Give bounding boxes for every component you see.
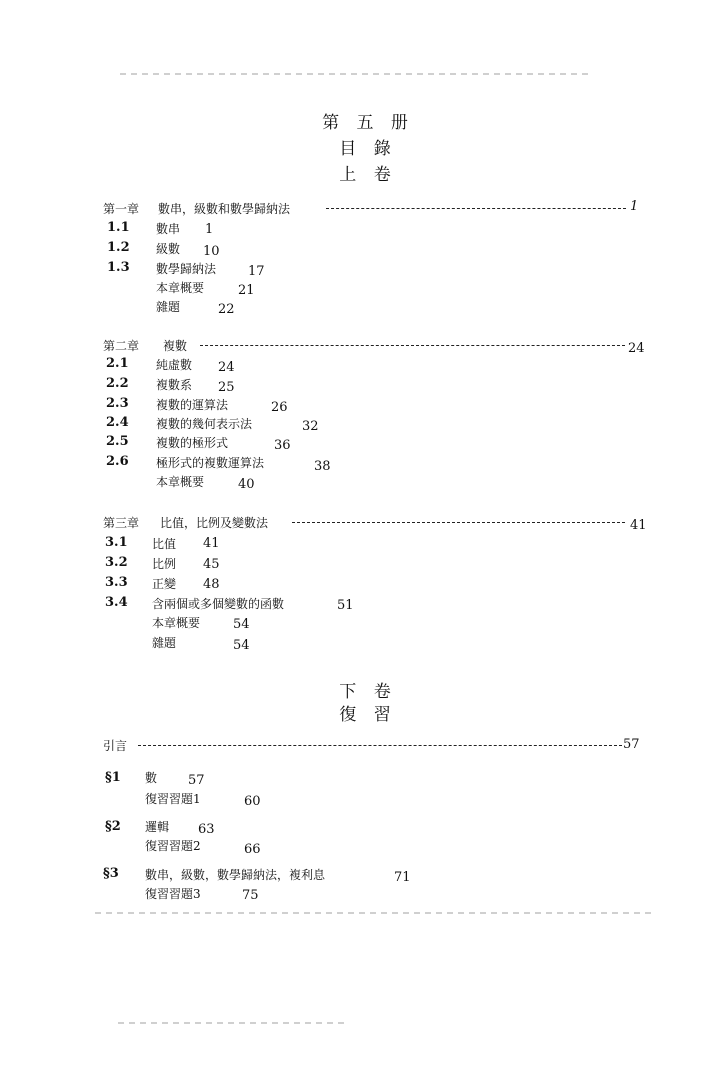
item-number: 3.2: [105, 555, 128, 570]
review-exercise-page: 60: [244, 794, 261, 809]
item-title: 比值: [152, 537, 177, 551]
item-title: 數學歸納法: [156, 262, 217, 276]
review-exercise: 復習習題3: [145, 887, 201, 901]
scan-line-top: [120, 73, 590, 75]
review-section-page: 63: [198, 822, 215, 837]
item-page: 32: [302, 419, 319, 434]
chapter-3-title: 比值，比例及變數法: [160, 516, 269, 530]
item-title: 本章概要: [152, 616, 201, 630]
review-title: 復 習: [339, 705, 397, 725]
review-section-title: 數串，級數，數學歸納法，複利息: [145, 868, 326, 882]
review-exercise-page: 66: [244, 842, 261, 857]
item-page: 36: [274, 438, 291, 453]
leader-line: [138, 745, 622, 746]
item-title: 含兩個或多個變數的函數: [152, 597, 285, 611]
review-exercise-page: 75: [242, 888, 259, 903]
item-number: 2.2: [106, 376, 129, 391]
item-page: 21: [238, 283, 255, 298]
chapter-1-page: 1: [630, 199, 639, 214]
chapter-2-label: 第二章: [103, 339, 140, 353]
item-number: 2.1: [106, 356, 129, 371]
item-number: 2.3: [106, 396, 129, 411]
item-title: 極形式的複數運算法: [156, 456, 265, 470]
item-page: 10: [203, 244, 220, 259]
item-title: 複數的幾何表示法: [156, 417, 253, 431]
item-number: 1.2: [107, 240, 130, 255]
chapter-3-label: 第三章: [103, 516, 140, 530]
item-page: 26: [271, 400, 288, 415]
leader-line: [292, 522, 625, 523]
item-title: 複數的運算法: [156, 398, 229, 412]
item-page: 1: [205, 222, 214, 237]
volume-title: 第 五 册: [322, 113, 414, 133]
item-title: 雜題: [156, 300, 181, 314]
item-page: 41: [203, 536, 220, 551]
item-number: 2.5: [106, 434, 129, 449]
item-title: 比例: [152, 557, 177, 571]
item-page: 54: [233, 617, 250, 632]
leader-line: [200, 345, 625, 346]
item-page: 17: [248, 264, 265, 279]
leader-line: [326, 208, 626, 209]
review-section-title: 數: [145, 771, 158, 785]
item-page: 45: [203, 557, 220, 572]
item-page: 24: [218, 360, 235, 375]
item-page: 40: [238, 477, 255, 492]
review-section-page: 71: [394, 870, 411, 885]
item-page: 48: [203, 577, 220, 592]
review-section-title: 邏輯: [145, 820, 170, 834]
intro-page: 57: [623, 737, 640, 752]
item-title: 本章概要: [156, 475, 205, 489]
contents-title: 目 錄: [339, 139, 397, 159]
review-section-page: 57: [188, 773, 205, 788]
item-number: 3.1: [105, 535, 128, 550]
item-number: 3.4: [105, 595, 128, 610]
review-section-label: §3: [103, 866, 119, 881]
item-title: 複數的極形式: [156, 436, 229, 450]
chapter-1-label: 第一章: [103, 202, 140, 216]
part2-title: 下 卷: [339, 682, 397, 702]
part1-title: 上 卷: [339, 165, 397, 185]
item-title: 純虛數: [156, 358, 193, 372]
item-page: 22: [218, 302, 235, 317]
item-title: 本章概要: [156, 281, 205, 295]
review-exercise: 復習習題1: [145, 792, 201, 806]
item-title: 複數系: [156, 378, 193, 392]
chapter-2-page: 24: [628, 341, 645, 356]
item-number: 2.4: [106, 415, 129, 430]
item-title: 級數: [156, 242, 181, 256]
item-page: 54: [233, 638, 250, 653]
chapter-1-title: 數串，級數和數學歸納法: [158, 202, 291, 216]
review-section-label: §2: [105, 819, 121, 834]
item-title: 雜題: [152, 636, 177, 650]
item-page: 25: [218, 380, 235, 395]
item-number: 1.1: [107, 220, 130, 235]
scan-line-bottom: [95, 912, 655, 914]
item-title: 數串: [156, 222, 181, 236]
item-number: 3.3: [105, 575, 128, 590]
item-number: 2.6: [106, 454, 129, 469]
chapter-2-title: 複數: [163, 339, 188, 353]
item-page: 51: [337, 598, 354, 613]
item-title: 正變: [152, 577, 177, 591]
chapter-3-page: 41: [630, 518, 647, 533]
intro-label: 引言: [103, 739, 128, 753]
item-page: 38: [314, 459, 331, 474]
review-section-label: §1: [105, 770, 121, 785]
review-exercise: 復習習題2: [145, 839, 201, 853]
item-number: 1.3: [107, 260, 130, 275]
scan-line-footer: [118, 1022, 348, 1024]
